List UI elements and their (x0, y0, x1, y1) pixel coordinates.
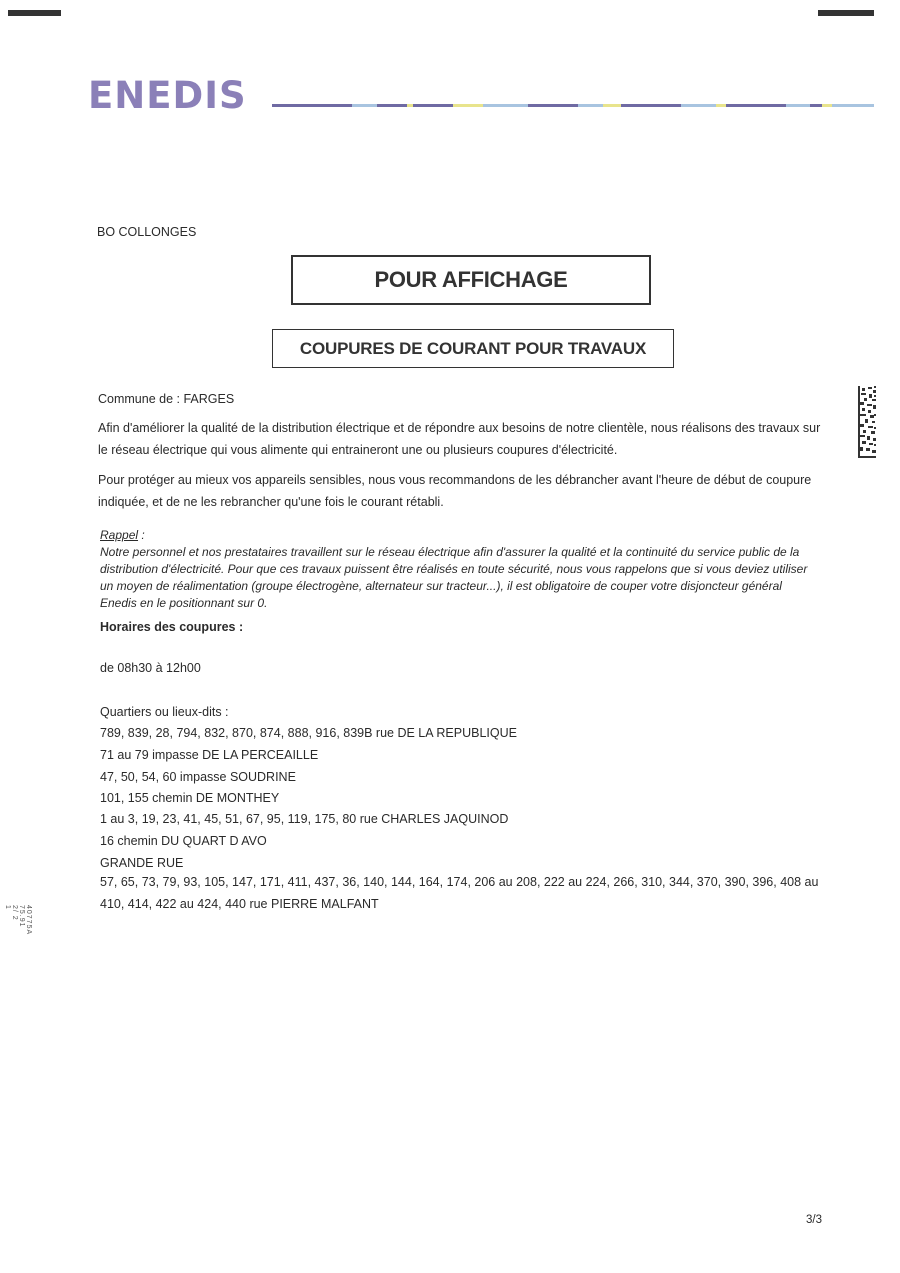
registration-mark-left (8, 10, 61, 16)
margin-code: 2/ 2 (11, 905, 18, 921)
area-line: 71 au 79 impasse DE LA PERCEAILLE (100, 748, 319, 762)
area-line: 789, 839, 28, 794, 832, 870, 874, 888, 916, 839B rue DE LA REPUBLIQUE (100, 726, 517, 740)
area-line-long: 57, 65, 73, 79, 93, 105, 147, 171, 411, 437, 36, 140, 144, 164, 174, 206 au 208, 222 au 224, 266, 310, 344, 370, 390, 396, 408 au 410, 414, 422 au 424, 440 rue PIERRE MALFANT (100, 875, 819, 911)
schedule-time: de 08h30 à 12h00 (100, 661, 201, 675)
rappel-title: Rappel (100, 528, 139, 542)
areas-heading: Quartiers ou lieux-dits : (100, 705, 229, 719)
page-number: 3/3 (806, 1214, 822, 1226)
rappel-text: Notre personnel et nos prestataires travaillent sur le réseau électrique afin d'assurer la qualité et la continuité du service public de la distribution d'électricité. Pour que ces travaux puissent être réalisés en toute sécurité, nous vous rappelons que si vous deviez utiliser un moyen de réalimentation (groupe électrogène, alternateur sur tracteur...), il est obligatoire de couper votre disjoncteur général Enedis en le positionnant sur 0. (100, 545, 808, 610)
registration-mark-right (818, 10, 874, 16)
margin-code: 1 (4, 905, 11, 910)
notice-title: POUR AFFICHAGE (374, 267, 568, 292)
margin-codes (4, 905, 32, 949)
area-line: GRANDE RUE (100, 856, 184, 870)
margin-code: 75.91 (18, 905, 25, 928)
schedule-heading: Horaires des coupures : (100, 620, 244, 634)
notice-title-box (291, 255, 651, 305)
rappel-colon: : (138, 528, 145, 542)
logo-text: ENEDIS (88, 74, 247, 117)
margin-code: 40775A (25, 905, 32, 936)
header-dashed-line (272, 104, 874, 107)
rappel-block (100, 527, 820, 612)
enedis-logo (88, 76, 247, 116)
sender-label: BO COLLONGES (97, 225, 197, 239)
area-line: 1 au 3, 19, 23, 41, 45, 51, 67, 95, 119, 175, 80 rue CHARLES JAQUINOD (100, 812, 509, 826)
advice-paragraph: Pour protéger au mieux vos appareils sensibles, nous vous recommandons de les débrancher avant l'heure de début de coupure indiquée, et de ne les rebrancher qu'une fois le courant rétabli. (98, 473, 812, 509)
notice-subtitle: COUPURES DE COURANT POUR TRAVAUX (299, 338, 647, 358)
notice-subtitle-box (272, 329, 674, 368)
area-line: 16 chemin DU QUART D AVO (100, 834, 267, 848)
intro-paragraph: Afin d'améliorer la qualité de la distribution électrique et de répondre aux besoins de notre clientèle, nous réalisons des travaux sur le réseau électrique qui vous alimente qui entraineront une ou plusieurs coupures d'électricité. (98, 421, 821, 457)
datamatrix-code (858, 386, 876, 458)
area-line: 47, 50, 54, 60 impasse SOUDRINE (100, 770, 296, 784)
area-line: 101, 155 chemin DE MONTHEY (100, 791, 280, 805)
commune-label: Commune de : FARGES (98, 392, 235, 406)
